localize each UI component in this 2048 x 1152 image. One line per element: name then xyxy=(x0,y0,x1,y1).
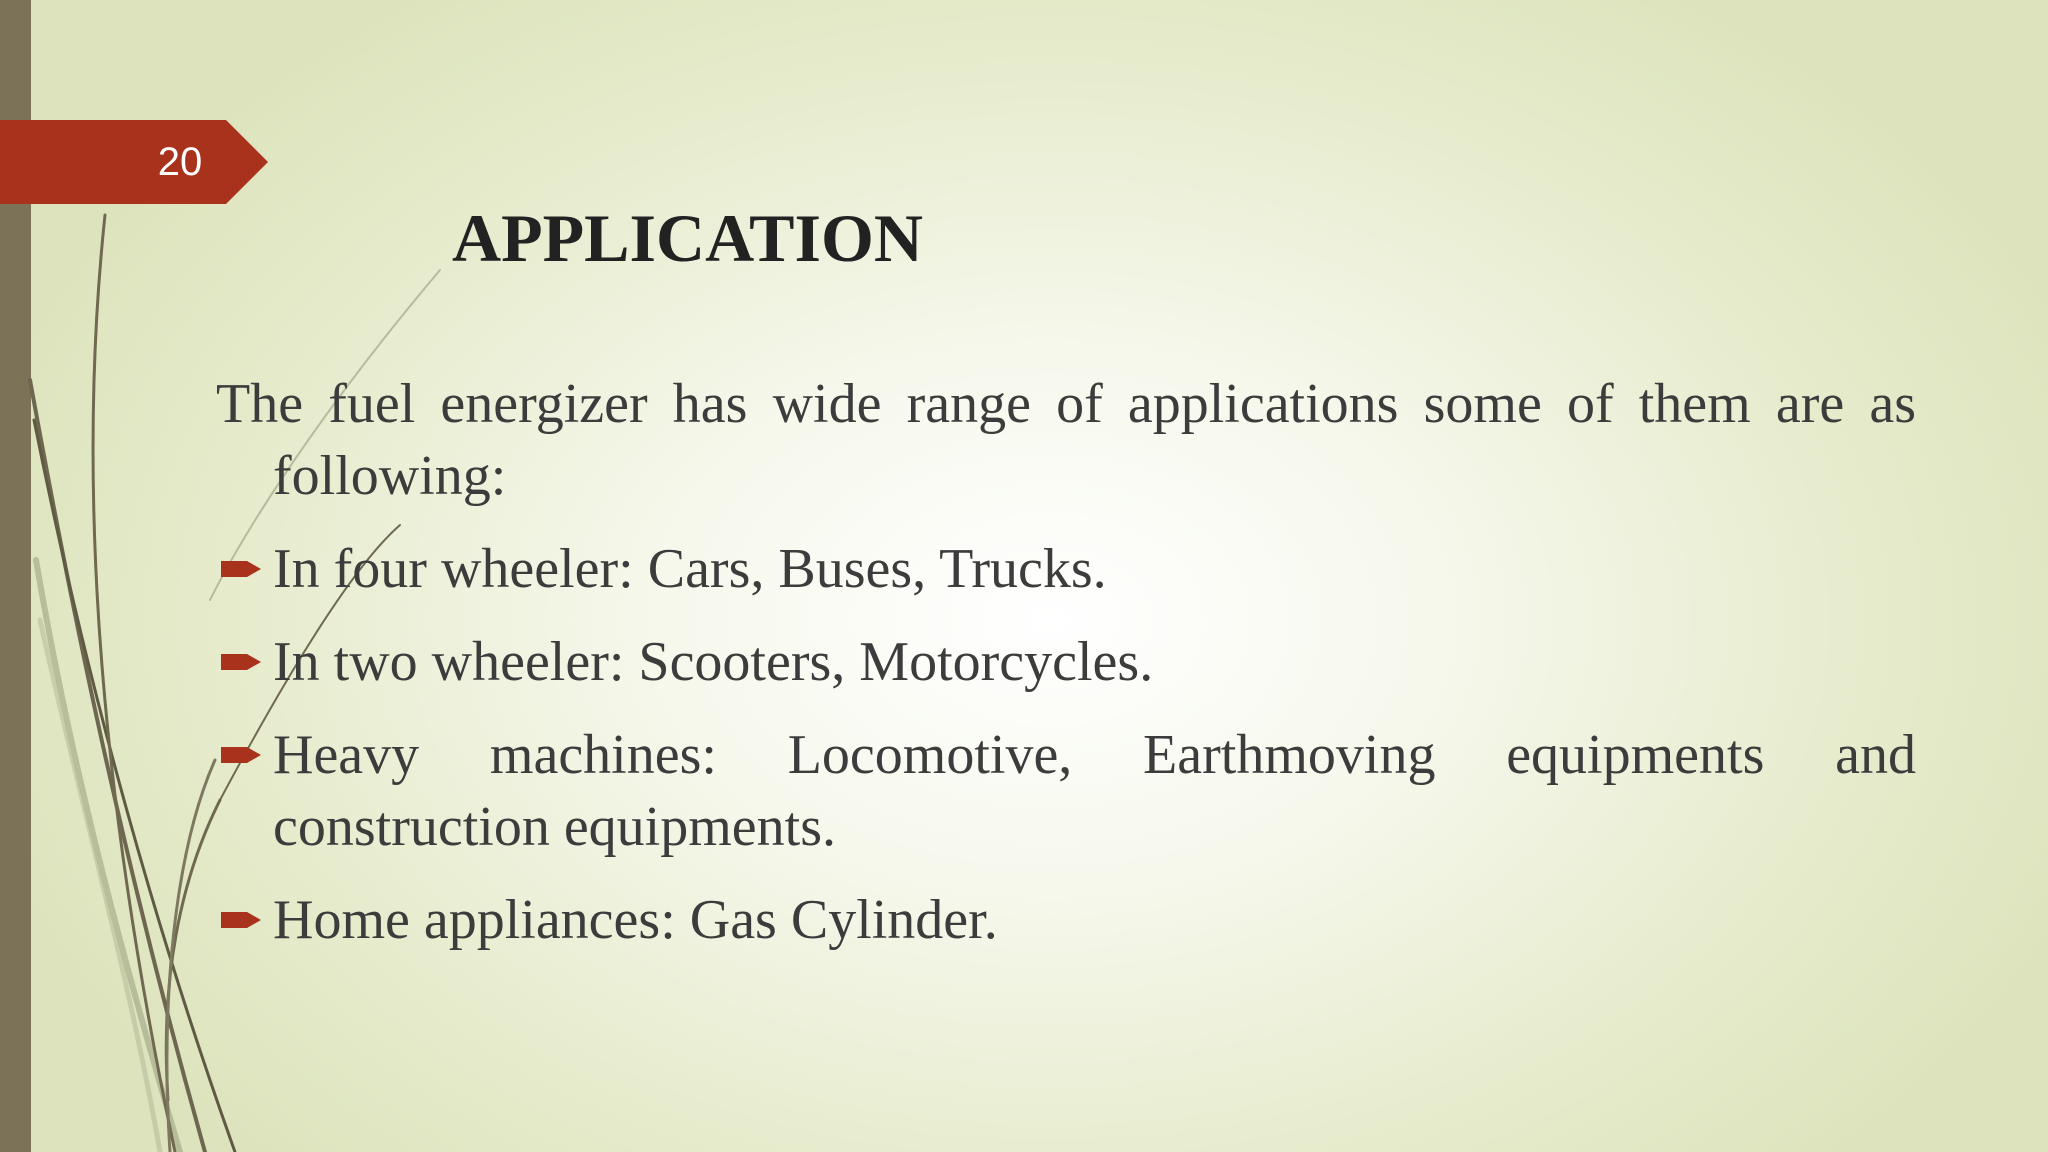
slide-number: 20 xyxy=(157,140,203,184)
arrow-right-icon xyxy=(219,908,263,932)
bullet-text: In two wheeler: Scooters, Motorcycles. xyxy=(273,631,1154,693)
slide-body xyxy=(216,368,1916,956)
bullet-list xyxy=(216,533,1916,956)
bullet-item xyxy=(216,884,1916,956)
bullet-text: Home appliances: Gas Cylinder. xyxy=(273,889,998,951)
slide-number-tag xyxy=(0,120,268,204)
slide-number-tag-shape xyxy=(0,120,268,204)
bullet-item xyxy=(216,719,1916,863)
arrow-right-icon xyxy=(219,650,263,674)
bullet-text: Heavy machines: Locomotive, Earthmoving equipments and construction equipments. xyxy=(273,724,1916,858)
bullet-item xyxy=(216,533,1916,605)
slide-title: APPLICATION xyxy=(452,200,923,276)
bullet-item xyxy=(216,626,1916,698)
arrow-right-icon xyxy=(219,557,263,581)
bullet-text: In four wheeler: Cars, Buses, Trucks. xyxy=(273,538,1107,600)
arrow-right-icon xyxy=(219,743,263,767)
intro-paragraph: The fuel energizer has wide range of applications some of them are as following: xyxy=(216,373,1916,507)
